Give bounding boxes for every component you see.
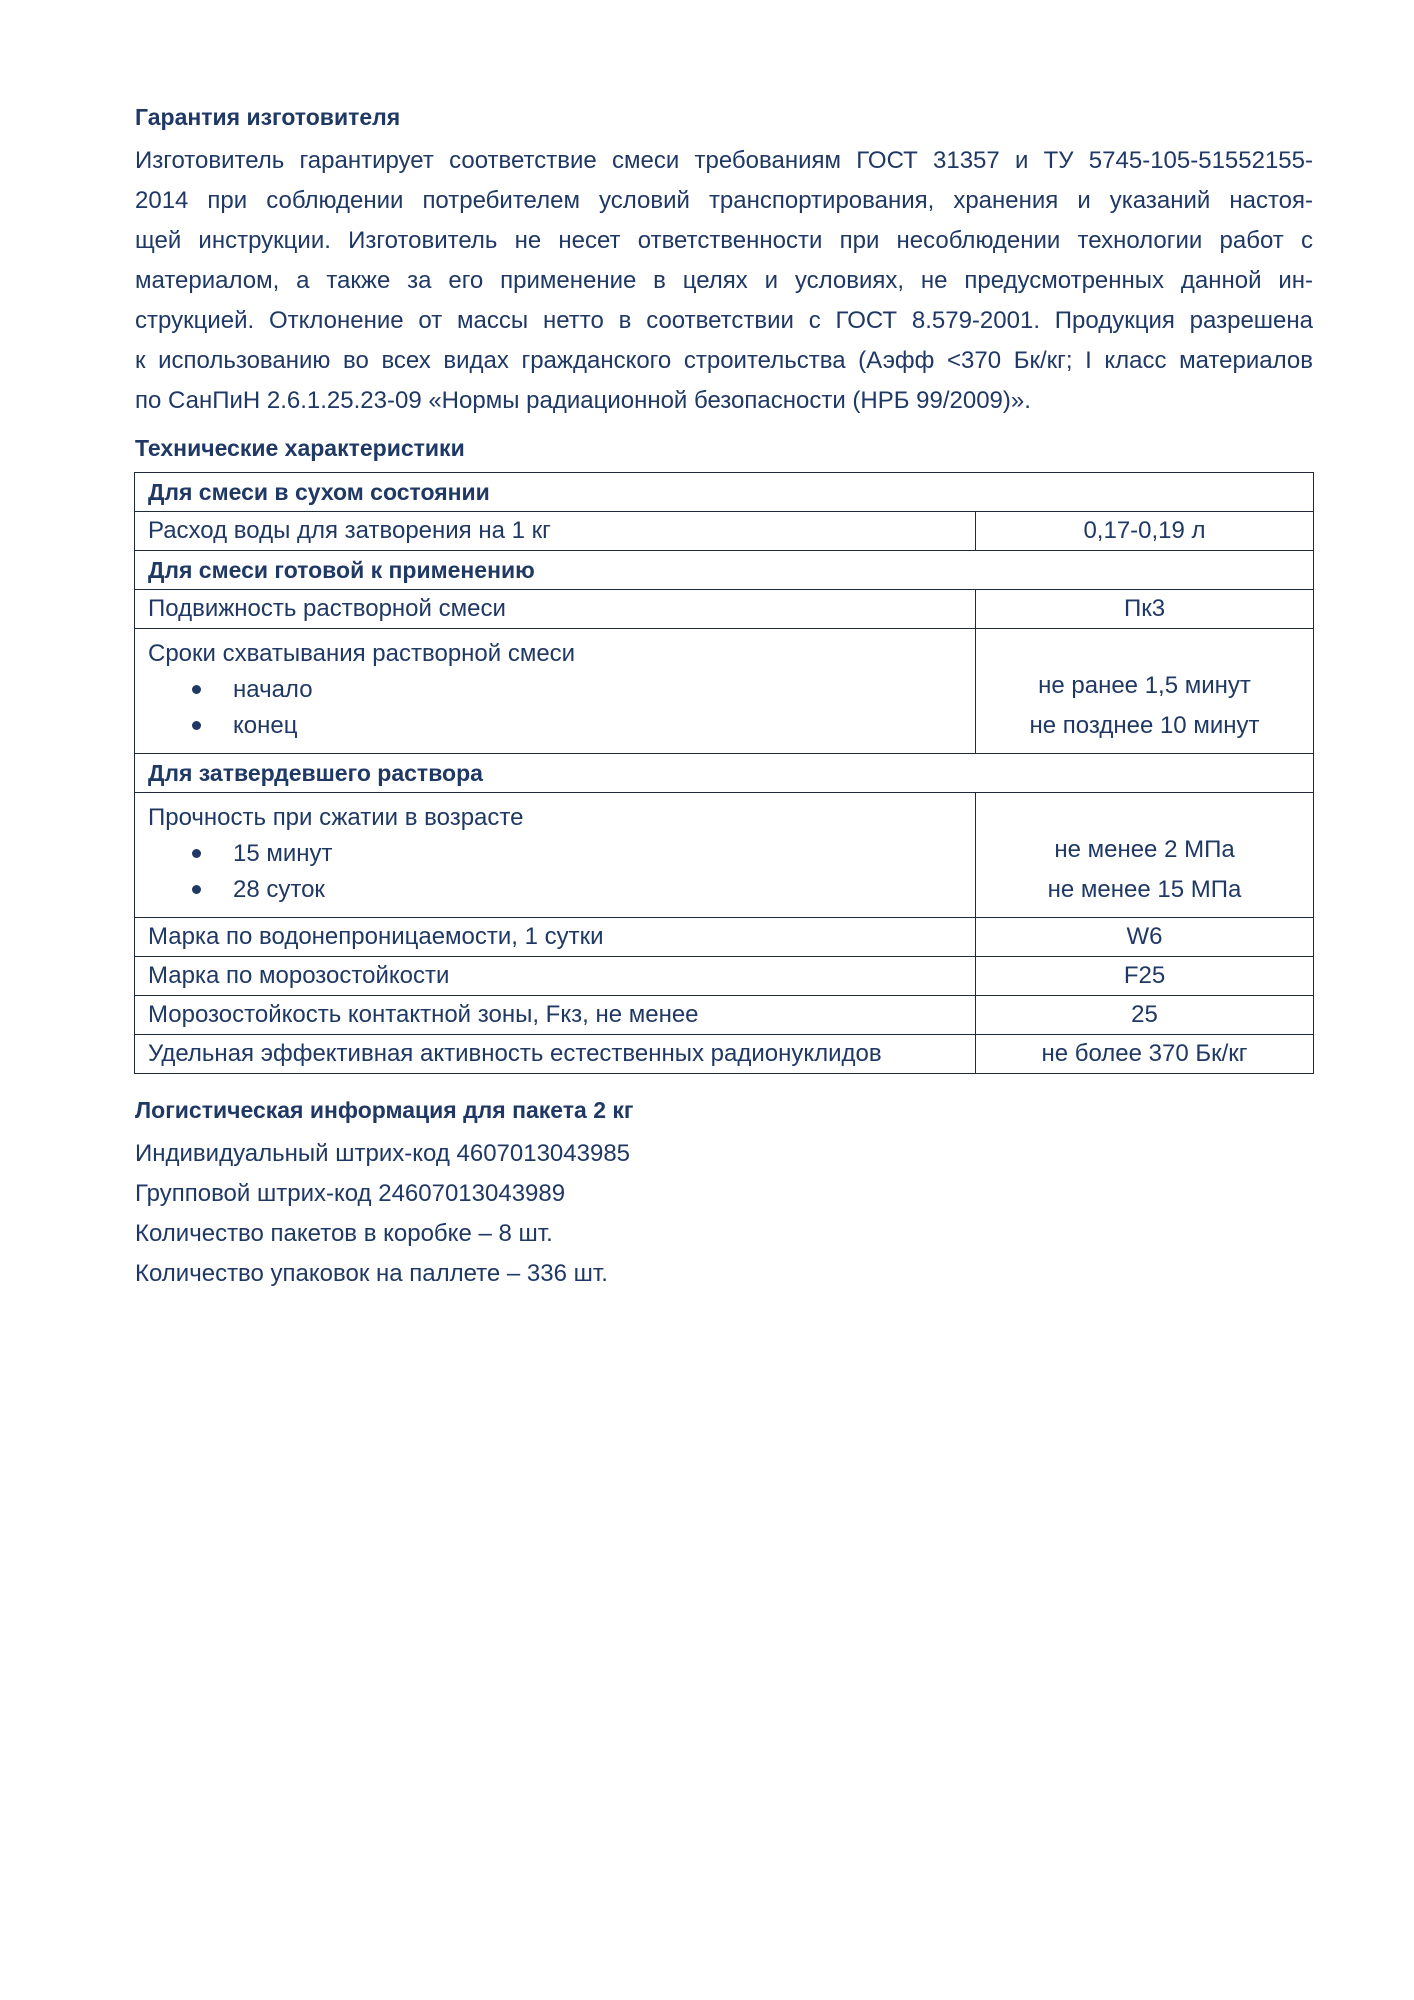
contact-frost-value: 25 xyxy=(976,996,1314,1035)
table-row xyxy=(135,754,1314,793)
bullet-icon xyxy=(192,685,201,694)
table-row xyxy=(135,996,1314,1035)
logistics-heading: Логистическая информация для пакета 2 кг xyxy=(135,1097,634,1123)
warranty-line: струкцией. Отклонение от массы нетто в соответствии с ГОСТ 8.579-2001. Продукция разрешена xyxy=(135,307,1313,334)
warranty-line: материалом, а также за его применение в целях и условиях, не предусмотренных данной ин- xyxy=(135,267,1313,294)
bullet-icon xyxy=(192,721,201,730)
strength-values xyxy=(976,793,1314,918)
strength-28-item xyxy=(148,872,962,908)
setting-end-label: конец xyxy=(233,712,298,739)
setting-time-values xyxy=(976,629,1314,754)
warranty-line: 2014 при соблюдении потребителем условий транспортирования, хранения и указаний настоя- xyxy=(135,187,1313,214)
section-hardened: Для затвердевшего раствора xyxy=(135,754,1314,793)
setting-start-label: начало xyxy=(233,676,313,703)
radio-activity-label: Удельная эффективная активность естественных радионуклидов xyxy=(135,1035,976,1074)
mobility-label: Подвижность растворной смеси xyxy=(135,590,976,629)
setting-end-value: не позднее 10 минут xyxy=(1029,712,1260,739)
strength-label: Прочность при сжатии в возрасте xyxy=(148,804,524,831)
mobility-value: Пк3 xyxy=(976,590,1314,629)
frost-grade-value: F25 xyxy=(976,957,1314,996)
setting-time-cell xyxy=(135,629,976,754)
strength-28-value: не менее 15 МПа xyxy=(1047,876,1242,903)
water-grade-label: Марка по водонепроницаемости, 1 сутки xyxy=(135,918,976,957)
strength-15-label: 15 минут xyxy=(233,840,333,867)
table-row xyxy=(135,918,1314,957)
specs-table xyxy=(134,472,1314,1074)
setting-start-item xyxy=(148,672,962,708)
warranty-line: щей инструкции. Изготовитель не несет ответственности при несоблюдении технологии работ с xyxy=(135,227,1313,254)
table-row xyxy=(135,957,1314,996)
section-ready: Для смеси готовой к применению xyxy=(135,551,1314,590)
setting-time-label: Сроки схватывания растворной смеси xyxy=(148,640,576,667)
logistics-line: Количество пакетов в коробке – 8 шт. xyxy=(135,1220,553,1247)
logistics-line: Групповой штрих-код 24607013043989 xyxy=(135,1180,566,1207)
bullet-icon xyxy=(192,849,201,858)
warranty-line: к использованию во всех видах гражданского строительства (Аэфф <370 Бк/кг; I класс материалов xyxy=(135,347,1313,374)
setting-start-value: не ранее 1,5 минут xyxy=(1038,672,1251,699)
warranty-line: Изготовитель гарантирует соответствие смеси требованиям ГОСТ 31357 и ТУ 5745-105-51552155- xyxy=(135,147,1313,174)
warranty-heading: Гарантия изготовителя xyxy=(135,104,401,130)
specs-heading: Технические характеристики xyxy=(135,435,465,461)
table-row xyxy=(135,629,1314,754)
water-consumption-label: Расход воды для затворения на 1 кг xyxy=(135,512,976,551)
bullet-icon xyxy=(192,885,201,894)
contact-frost-label: Морозостойкость контактной зоны, Fкз, не менее xyxy=(135,996,976,1035)
strength-15-item xyxy=(148,836,962,872)
table-row xyxy=(135,473,1314,512)
table-row xyxy=(135,512,1314,551)
strength-15-value: не менее 2 МПа xyxy=(1054,836,1235,863)
strength-28-label: 28 суток xyxy=(233,876,325,903)
water-grade-value: W6 xyxy=(976,918,1314,957)
section-dry: Для смеси в сухом состоянии xyxy=(135,473,1314,512)
water-consumption-value: 0,17-0,19 л xyxy=(976,512,1314,551)
table-row xyxy=(135,793,1314,918)
table-row xyxy=(135,590,1314,629)
strength-cell xyxy=(135,793,976,918)
warranty-line: по СанПиН 2.6.1.25.23-09 «Нормы радиационной безопасности (НРБ 99/2009)». xyxy=(135,387,1031,414)
logistics-line: Количество упаковок на паллете – 336 шт. xyxy=(135,1260,608,1287)
table-row xyxy=(135,1035,1314,1074)
radio-activity-value: не более 370 Бк/кг xyxy=(976,1035,1314,1074)
logistics-line: Индивидуальный штрих-код 4607013043985 xyxy=(135,1140,631,1167)
frost-grade-label: Марка по морозостойкости xyxy=(135,957,976,996)
table-row xyxy=(135,551,1314,590)
setting-end-item xyxy=(148,708,962,744)
